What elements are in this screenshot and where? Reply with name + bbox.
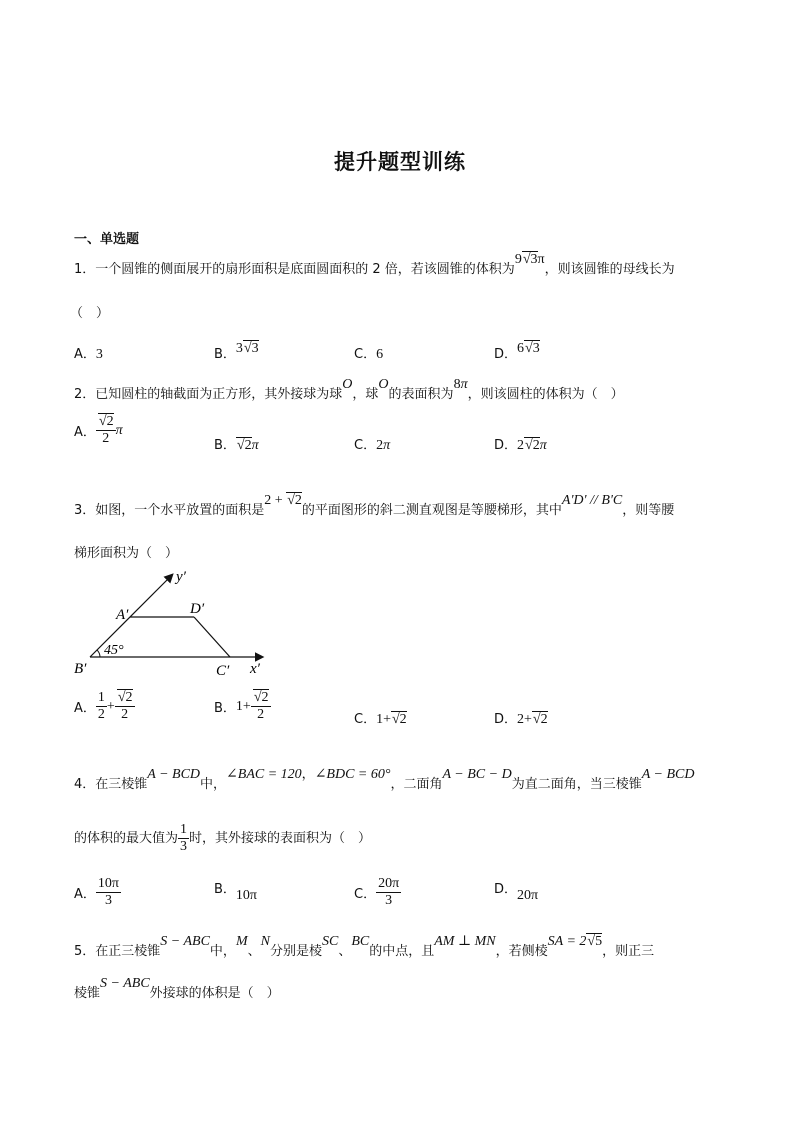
- question-4: 4．在三棱锥A − BCD中，∠BAC = 120，∠BDC = 60°，二面角A − BC − D为直二面角，当三棱锥A − BCD: [74, 767, 695, 792]
- q1-volume: 9√3π: [514, 252, 545, 267]
- q3-label-d: D′: [190, 601, 205, 617]
- q3-option-a[interactable]: A． $\frac{1}{2}$ + $\frac{√2}{2}$: [74, 690, 133, 722]
- q4-option-a[interactable]: A． $\frac{10\pi}{3}$: [74, 876, 119, 908]
- q1-option-c[interactable]: C．6: [354, 347, 384, 362]
- q3-label-b: B′: [74, 661, 87, 677]
- page-title: 提升题型训练: [334, 150, 466, 174]
- q3-option-d[interactable]: D．2+√2: [494, 712, 548, 727]
- q4-option-d[interactable]: D．20π: [494, 882, 539, 903]
- q3-angle-arc: [97, 650, 100, 657]
- q3-option-b[interactable]: B．1+ $\frac{√2}{2}$: [214, 690, 269, 722]
- q3-label-c: C′: [216, 663, 230, 679]
- q1-option-a[interactable]: A．3: [74, 347, 103, 362]
- q2-option-d[interactable]: D．2√2π: [494, 438, 547, 453]
- q3-right-leg: [194, 617, 230, 657]
- q4-option-b[interactable]: B．10π: [214, 882, 257, 903]
- q2-option-a[interactable]: A． $\frac{√2}{2}$ π: [74, 414, 123, 446]
- q3-label-y: y′: [176, 569, 186, 585]
- q1-stem: 1．一个圆锥的侧面展开的扇形面积是底面圆面积的 2 倍，若该圆锥的体积为: [74, 262, 515, 277]
- q3-label-angle: 45°: [104, 643, 124, 658]
- question-2: 2．已知圆柱的轴截面为正方形，其外接球为球O，球O的表面积为8π，则该圆柱的体积为（ ）: [74, 377, 624, 402]
- q2-option-c[interactable]: C．2π: [354, 438, 391, 453]
- q1-stem-tail: ，则该圆锥的母线长为: [544, 262, 675, 277]
- q1-option-b[interactable]: B．3√3: [214, 341, 259, 362]
- question-1: [74, 252, 675, 278]
- q1-option-d[interactable]: D．6√3: [494, 341, 540, 362]
- q3-figure: [72, 565, 272, 680]
- q1-paren: （ ）: [70, 306, 110, 321]
- q2-option-b[interactable]: B．√2π: [214, 438, 259, 453]
- section-heading: 一、单选题: [74, 232, 140, 247]
- q5-stem-line2: 棱锥S − ABC外接球的体积是（ ）: [74, 976, 280, 1001]
- question-5: 5．在正三棱锥S − ABC中，M、N分别是棱SC、BC的中点，且AM ⊥ MN，若侧棱SA = 2√5，则正三: [74, 934, 655, 959]
- question-3: 3．如图，一个水平放置的面积是2 + √2的平面图形的斜二测直观图是等腰梯形，其中A'D' // B'C，则等腰: [74, 493, 675, 518]
- q3-label-a: A′: [116, 607, 129, 623]
- q4-option-c[interactable]: C． $\frac{20\pi}{3}$: [354, 876, 400, 908]
- q4-stem-line2: 的体积的最大值为 $\frac{1}{3}$ 时，其外接球的表面积为（ ）: [74, 822, 372, 854]
- q3-option-c[interactable]: C．1+√2: [354, 712, 407, 727]
- q3-stem-line2: 梯形面积为（ ）: [74, 546, 179, 561]
- q3-y-axis: [90, 575, 172, 657]
- q3-label-x: x′: [250, 661, 260, 677]
